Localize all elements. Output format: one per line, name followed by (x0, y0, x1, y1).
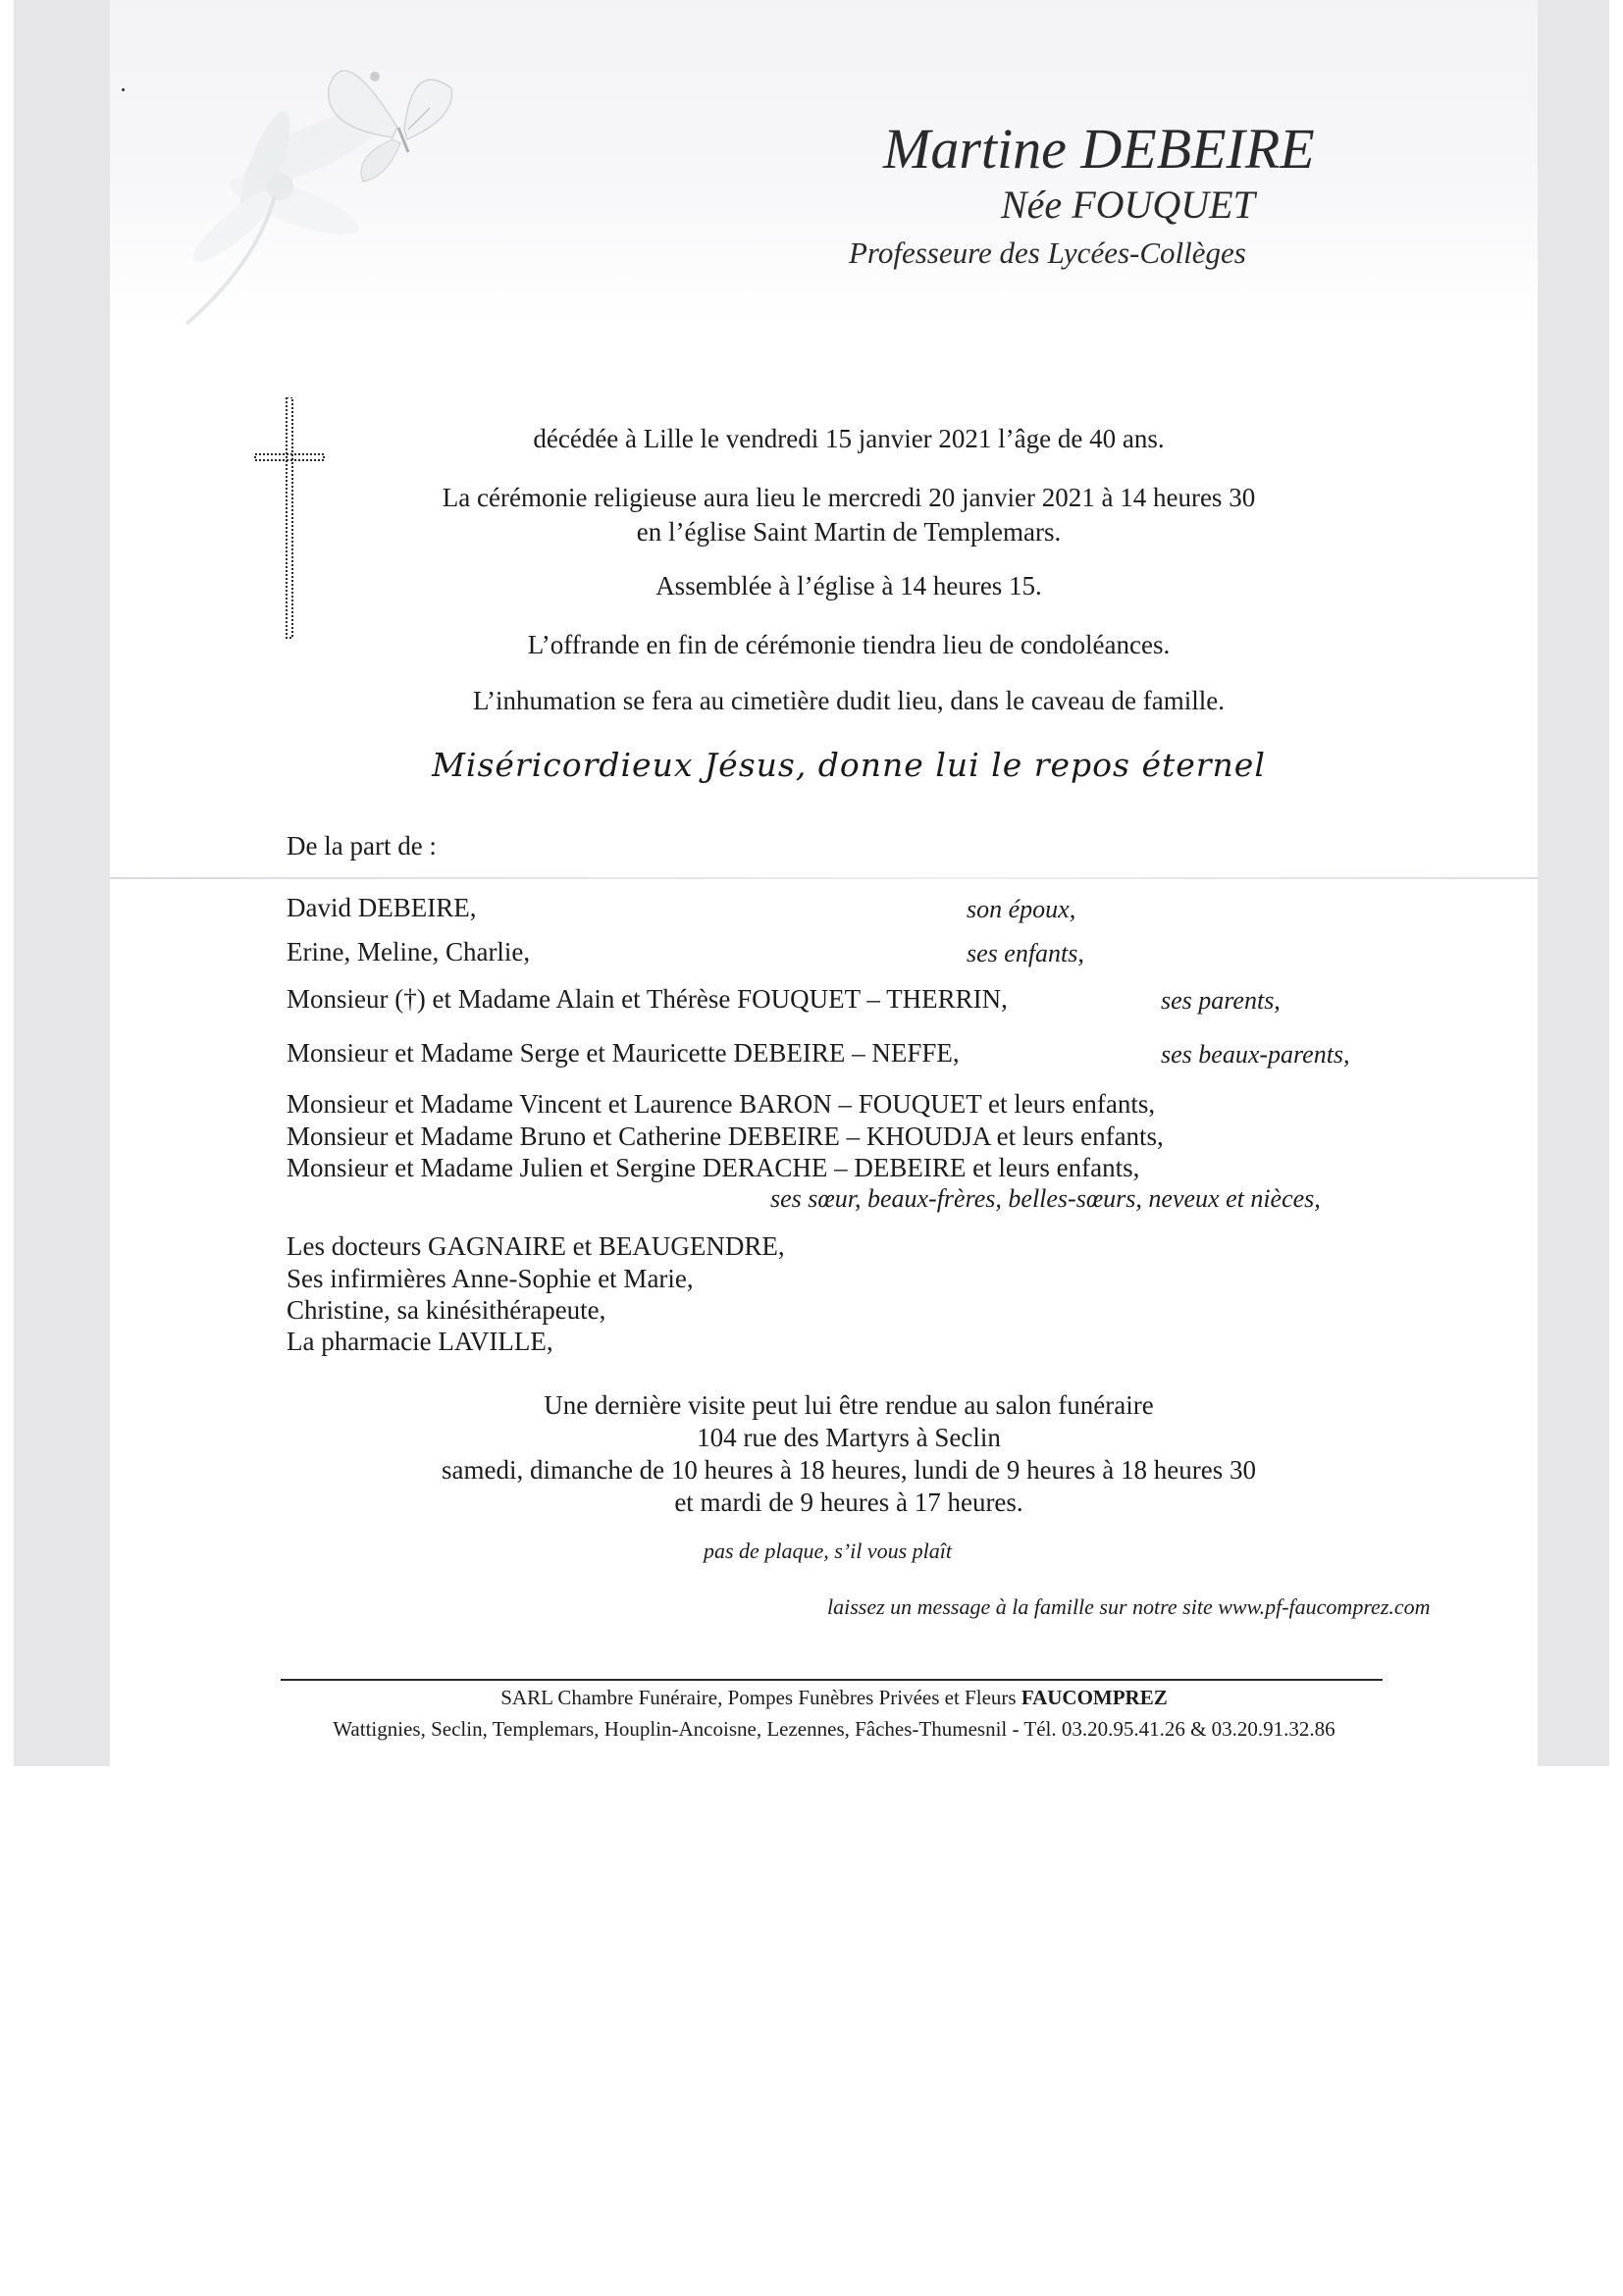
care-line: Ses infirmières Anne-Sophie et Marie, (287, 1264, 694, 1293)
burial-note: L’inhumation se fera au cimetière dudit lieu, dans le caveau de famille. (473, 686, 1225, 715)
website-note: laissez un message à la famille sur notre site www.pf-faucomprez.com (827, 1594, 1431, 1619)
family-name: Monsieur et Madame Serge et Mauricette DEBEIRE – NEFFE, (287, 1038, 960, 1068)
family-role: ses parents, (1161, 986, 1281, 1015)
care-line: Les docteurs GAGNAIRE et BEAUGENDRE, (287, 1231, 785, 1261)
prayer-line: Miséricordieux Jésus, donne lui le repos éternel (432, 746, 1266, 784)
visit-line-3: samedi, dimanche de 10 heures à 18 heures, lundi de 9 heures à 18 heures 30 (442, 1455, 1256, 1485)
family-role: ses enfants, (967, 939, 1084, 967)
company-name: FAUCOMPREZ (1021, 1686, 1168, 1709)
care-line: Christine, sa kinésithérapeute, (287, 1295, 606, 1325)
sibling-line: Monsieur et Madame Bruno et Catherine DEBEIRE – KHOUDJA et leurs enfants, (287, 1122, 1164, 1151)
from-label: De la part de : (287, 831, 437, 861)
visit-line-4: et mardi de 9 heures à 17 heures. (674, 1487, 1023, 1517)
birth-name: Née FOUQUET (1001, 183, 1255, 227)
care-line: La pharmacie LAVILLE, (287, 1327, 553, 1356)
family-name: Erine, Meline, Charlie, (287, 937, 531, 966)
assembly-time: Assemblée à l’église à 14 heures 15. (655, 571, 1042, 600)
company-prefix: SARL Chambre Funéraire, Pompes Funèbres Privées et Fleurs (500, 1686, 1017, 1709)
family-role: son époux, (967, 895, 1076, 923)
company-locations: Wattignies, Seclin, Templemars, Houplin-Ancoisne, Lezennes, Fâches-Thumesnil - Tél. 03.20.95.41.26 & 03.20.91.32.86 (333, 1717, 1335, 1741)
family-name: David DEBEIRE, (287, 893, 477, 922)
no-plaque-note: pas de plaque, s’il vous plaît (704, 1539, 952, 1563)
butterfly-flower-illustration (118, 20, 471, 334)
offering-note: L’offrande en fin de cérémonie tiendra lieu de condoléances. (527, 630, 1171, 659)
visit-line-1: Une dernière visite peut lui être rendue au salon funéraire (544, 1390, 1154, 1420)
siblings-role: ses sœur, beaux-frères, belles-sœurs, neveux et nièces, (770, 1184, 1321, 1213)
deceased-name: Martine DEBEIRE (883, 117, 1315, 181)
sibling-line: Monsieur et Madame Vincent et Laurence BARON – FOUQUET et leurs enfants, (287, 1089, 1156, 1119)
company-line (196, 1686, 1472, 1710)
death-notice: décédée à Lille le vendredi 15 janvier 2021 l’âge de 40 ans. (533, 424, 1165, 453)
footer-rule (281, 1679, 1383, 1681)
ceremony-line-1: La cérémonie religieuse aura lieu le mercredi 20 janvier 2021 à 14 heures 30 (442, 483, 1256, 512)
sibling-line: Monsieur et Madame Julien et Sergine DERACHE – DEBEIRE et leurs enfants, (287, 1153, 1140, 1182)
fold-line (110, 877, 1538, 879)
family-name: Monsieur (†) et Madame Alain et Thérèse FOUQUET – THERRIN, (287, 984, 1008, 1014)
ceremony-line-2: en l’église Saint Martin de Templemars. (636, 517, 1062, 547)
family-role: ses beaux-parents, (1161, 1040, 1350, 1069)
visit-line-2: 104 rue des Martyrs à Seclin (697, 1423, 1001, 1452)
profession: Professeure des Lycées-Collèges (849, 235, 1246, 270)
